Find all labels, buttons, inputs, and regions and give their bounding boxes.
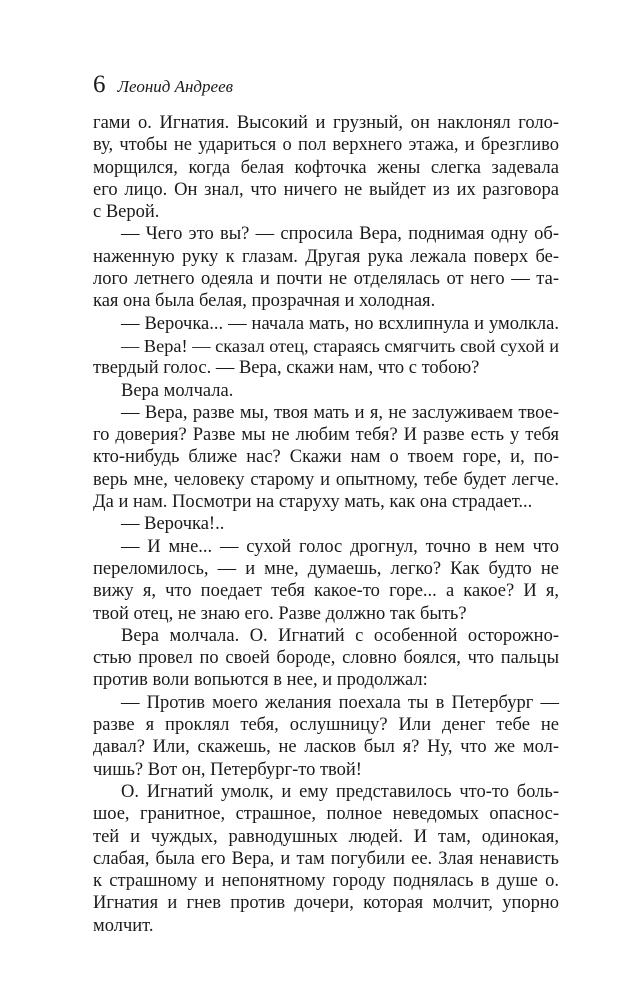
text-line: го доверия? Разве мы не любим тебя? И разве есть у тебя — [93, 425, 559, 446]
text-line: кто-нибудь ближе нас? Скажи нам о твоем горе, и, по- — [93, 447, 559, 468]
text-line: Игнатия и гнев против дочери, которая молчит, упорно — [93, 893, 559, 914]
text-line: Вера молчала. — [121, 380, 234, 401]
text-line: шое, гранитное, страшное, полное неведомых опаснос- — [93, 804, 559, 825]
text-line: разве я проклял тебя, ослушницу? Или денег тебе не — [93, 715, 559, 736]
text-line: переломилось, — и мне, думаешь, легко? Как будто не — [93, 558, 559, 579]
text-line: — Чего это вы? — спросила Вера, поднимая одну об- — [121, 224, 559, 245]
text-line: морщился, когда белая кофточка жены слегка задевала — [93, 157, 559, 178]
text-line: — Вера, разве мы, твоя мать и я, не заслуживаем твое- — [121, 402, 559, 423]
text-line: его лицо. Он знал, что ничего не выйдет из их разговора — [93, 179, 559, 200]
text-line: ву, чтобы не удариться о пол верхнего этажа, и брезгливо — [93, 135, 559, 156]
text-line: О. Игнатий умолк, и ему представилось что-то боль- — [121, 781, 559, 802]
text-line: слабая, была его Вера, и там погубили ее. Злая ненависть — [93, 848, 559, 869]
text-line: твердый голос. — Вера, скажи нам, что с тобою? — [93, 358, 480, 379]
text-line: с Верой. — [93, 202, 160, 223]
text-line: Вера молчала. О. Игнатий с особенной осторожно- — [121, 625, 559, 646]
text-line: вижу я, что поедает тебя какое-то горе... а какое? И я, — [93, 581, 559, 602]
running-head — [93, 70, 233, 100]
text-line: стью провел по своей бороде, словно боялся, что пальцы — [93, 648, 559, 669]
text-line: Да и нам. Посмотри на старуху мать, как она страдает... — [93, 492, 533, 513]
text-line: — И мне... — сухой голос дрогнул, точно в нем что — [121, 536, 559, 557]
text-line: — Против моего желания поехала ты в Петербург — — [121, 692, 559, 713]
text-line: — Вера! — сказал отец, стараясь смягчить свой сухой и — [121, 335, 559, 356]
text-line: к страшному и непонятному городу поднялась в душе о. — [93, 871, 559, 892]
text-line: верь мне, человеку старому и опытному, тебе будет легче. — [93, 469, 559, 490]
text-line: кая она была белая, прозрачная и холодная. — [93, 291, 436, 312]
text-line: гами о. Игнатия. Высокий и грузный, он наклонял голо- — [93, 113, 559, 133]
text-line: молчит. — [93, 915, 154, 936]
author-name: Леонид Андреев — [117, 77, 234, 96]
text-line: тей и чуждых, равнодушных людей. И там, одинокая, — [93, 826, 559, 847]
text-line: — Верочка!.. — [121, 514, 225, 535]
text-line: против воли вопьются в нее, и продолжал: — [93, 670, 428, 691]
body-text — [93, 112, 559, 937]
text-line: — Верочка... — начала мать, но всхлипнула и умолкла. — [121, 313, 559, 334]
text-line: наженную руку к глазам. Другая рука лежала поверх бе- — [93, 246, 559, 267]
text-line: твой отец, не знаю его. Разве должно так быть? — [93, 603, 467, 624]
text-line: лого летнего одеяла и почти не отделялась от него — та- — [93, 269, 559, 290]
text-line: давал? Или, скажешь, не ласков был я? Ну, что же мол- — [93, 737, 559, 758]
page-number: 6 — [93, 71, 106, 98]
text-line: чишь? Вот он, Петербург-то твой! — [93, 759, 362, 780]
